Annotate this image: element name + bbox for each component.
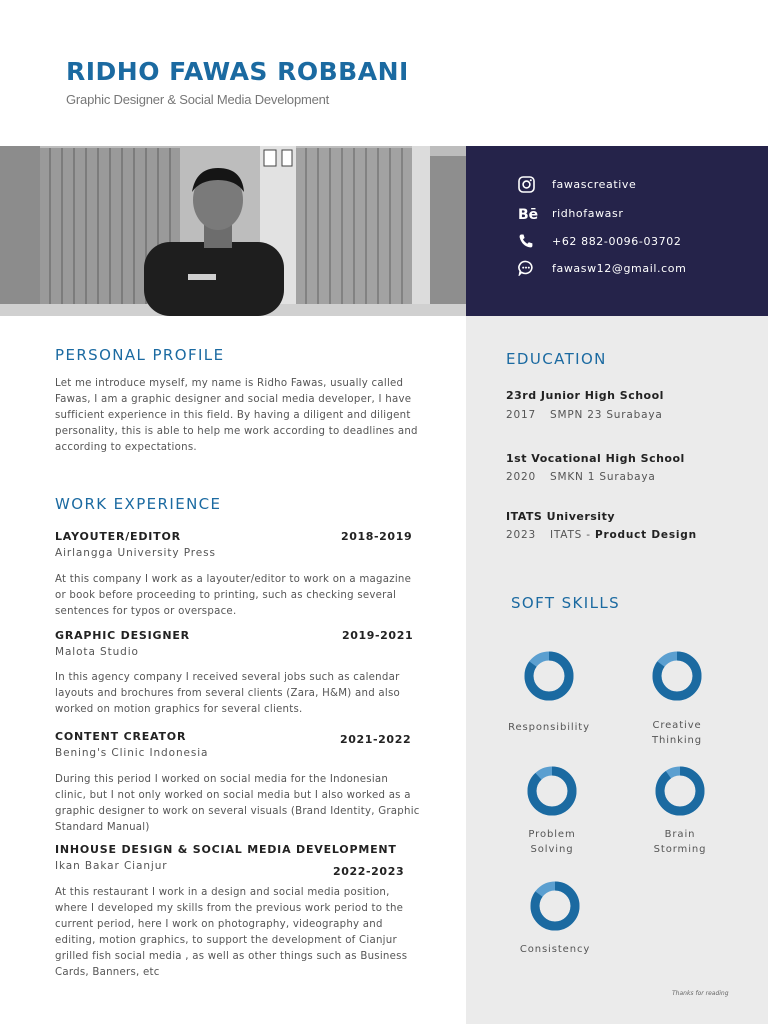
job-company: Malota Studio — [55, 646, 139, 658]
profile-photo — [0, 146, 466, 316]
skill-donut — [654, 765, 706, 817]
job-role: INHOUSE DESIGN & SOCIAL MEDIA DEVELOPMENT — [55, 843, 397, 856]
skill-donut-fill — [660, 771, 700, 811]
job-years: 2019-2021 — [342, 629, 414, 642]
job-years: 2018-2019 — [341, 530, 413, 543]
education-school: 23rd Junior High School — [506, 389, 664, 402]
education-institution: SMPN 23 Surabaya — [550, 409, 663, 421]
education-year: 2023 — [506, 529, 536, 541]
contact-behance[interactable] — [518, 203, 623, 223]
skill-donut — [526, 765, 578, 817]
job-description: At this company I work as a layouter/editor to work on a magazine or book before proceeding to printing, such as checking several sentences for typos or overspace. — [55, 574, 412, 617]
education-heading: EDUCATION — [506, 350, 607, 368]
skill-item — [494, 650, 604, 735]
job-role: GRAPHIC DESIGNER — [55, 629, 190, 642]
skill-donut — [529, 880, 581, 932]
job-company: Ikan Bakar Cianjur — [55, 860, 168, 872]
job-years: 2022-2023 — [333, 865, 405, 878]
job-role: CONTENT CREATOR — [55, 730, 187, 743]
skill-label: Consistency — [519, 944, 591, 955]
contact-phone[interactable] — [518, 231, 681, 251]
job-years: 2021-2022 — [340, 733, 412, 746]
resume-header — [0, 0, 768, 146]
email-icon — [518, 259, 540, 277]
education-year: 2020 — [506, 471, 536, 483]
skills-heading: SOFT SKILLS — [511, 594, 621, 612]
skill-label: Problem Solving — [528, 829, 576, 855]
phone-number: +62 882-0096-03702 — [552, 234, 682, 248]
skill-item — [497, 765, 607, 857]
job-description: During this period I worked on social media for the Indonesian clinic, but I not only worked on social media but I also worked as a graphic designer to work on several visuals (Brand Identity, Graphic Standard Manual) — [55, 774, 420, 833]
contact-panel — [466, 146, 768, 316]
contact-email[interactable] — [518, 258, 686, 278]
education-institution: ITATS - — [550, 529, 596, 541]
education-major: Product Design — [595, 529, 697, 541]
job-description: In this agency company I received several jobs such as calendar layouts and brochures from several clients (Zara, H&M) and also worked on motion graphics for several clients. — [55, 672, 401, 715]
phone-icon — [518, 232, 540, 250]
candidate-name: RIDHO FAWAS ROBBANI — [66, 57, 409, 86]
contact-instagram[interactable] — [518, 174, 636, 194]
profile-heading: PERSONAL PROFILE — [55, 346, 225, 364]
education-year: 2017 — [506, 409, 536, 421]
skill-label: Brain Storming — [653, 829, 707, 855]
skill-item — [622, 650, 732, 748]
profile-text: Let me introduce myself, my name is Ridho Fawas, usually called Fawas, I am a graphic designer and social media developer, I have sufficient experience in this field. By having a diligent and diligent personality, this is able to help me work according to deadlines and according to expectations. — [55, 378, 418, 453]
skill-donut — [651, 650, 703, 702]
work-heading: WORK EXPERIENCE — [55, 495, 222, 513]
email-address: fawasw12@gmail.com — [552, 261, 687, 275]
education-school: 1st Vocational High School — [506, 452, 685, 465]
job-company: Airlangga University Press — [55, 547, 216, 559]
job-description: At this restaurant I work in a design and social media position, where I developed my skills from the previous work period to the current period, here I work on photography, videography and editing, motion graphics, to support the development of Cianjur grilled fish social media , as well as other things such as Business Cards, Banners, etc — [55, 887, 408, 978]
job-company: Bening's Clinic Indonesia — [55, 747, 209, 759]
education-detail — [506, 409, 663, 421]
education-institution: SMKN 1 Surabaya — [550, 471, 656, 483]
behance-icon — [518, 204, 540, 222]
skill-item — [500, 880, 610, 957]
skill-label: Creative Thinking — [651, 720, 703, 746]
instagram-handle: fawascreative — [552, 177, 637, 191]
skill-item — [625, 765, 735, 857]
education-detail — [506, 529, 697, 541]
svg-text:Bē: Bē — [518, 207, 539, 221]
skill-donut-fill — [532, 771, 572, 811]
thanks-note: Thanks for reading — [672, 990, 729, 997]
job-role: LAYOUTER/EDITOR — [55, 530, 181, 543]
candidate-subtitle: Graphic Designer & Social Media Development — [66, 92, 330, 107]
skill-donut — [523, 650, 575, 702]
education-detail — [506, 471, 656, 483]
skill-label: Responsibility — [508, 722, 590, 733]
instagram-icon — [518, 175, 540, 193]
education-school: ITATS University — [506, 510, 615, 523]
behance-handle: ridhofawasr — [552, 206, 624, 220]
